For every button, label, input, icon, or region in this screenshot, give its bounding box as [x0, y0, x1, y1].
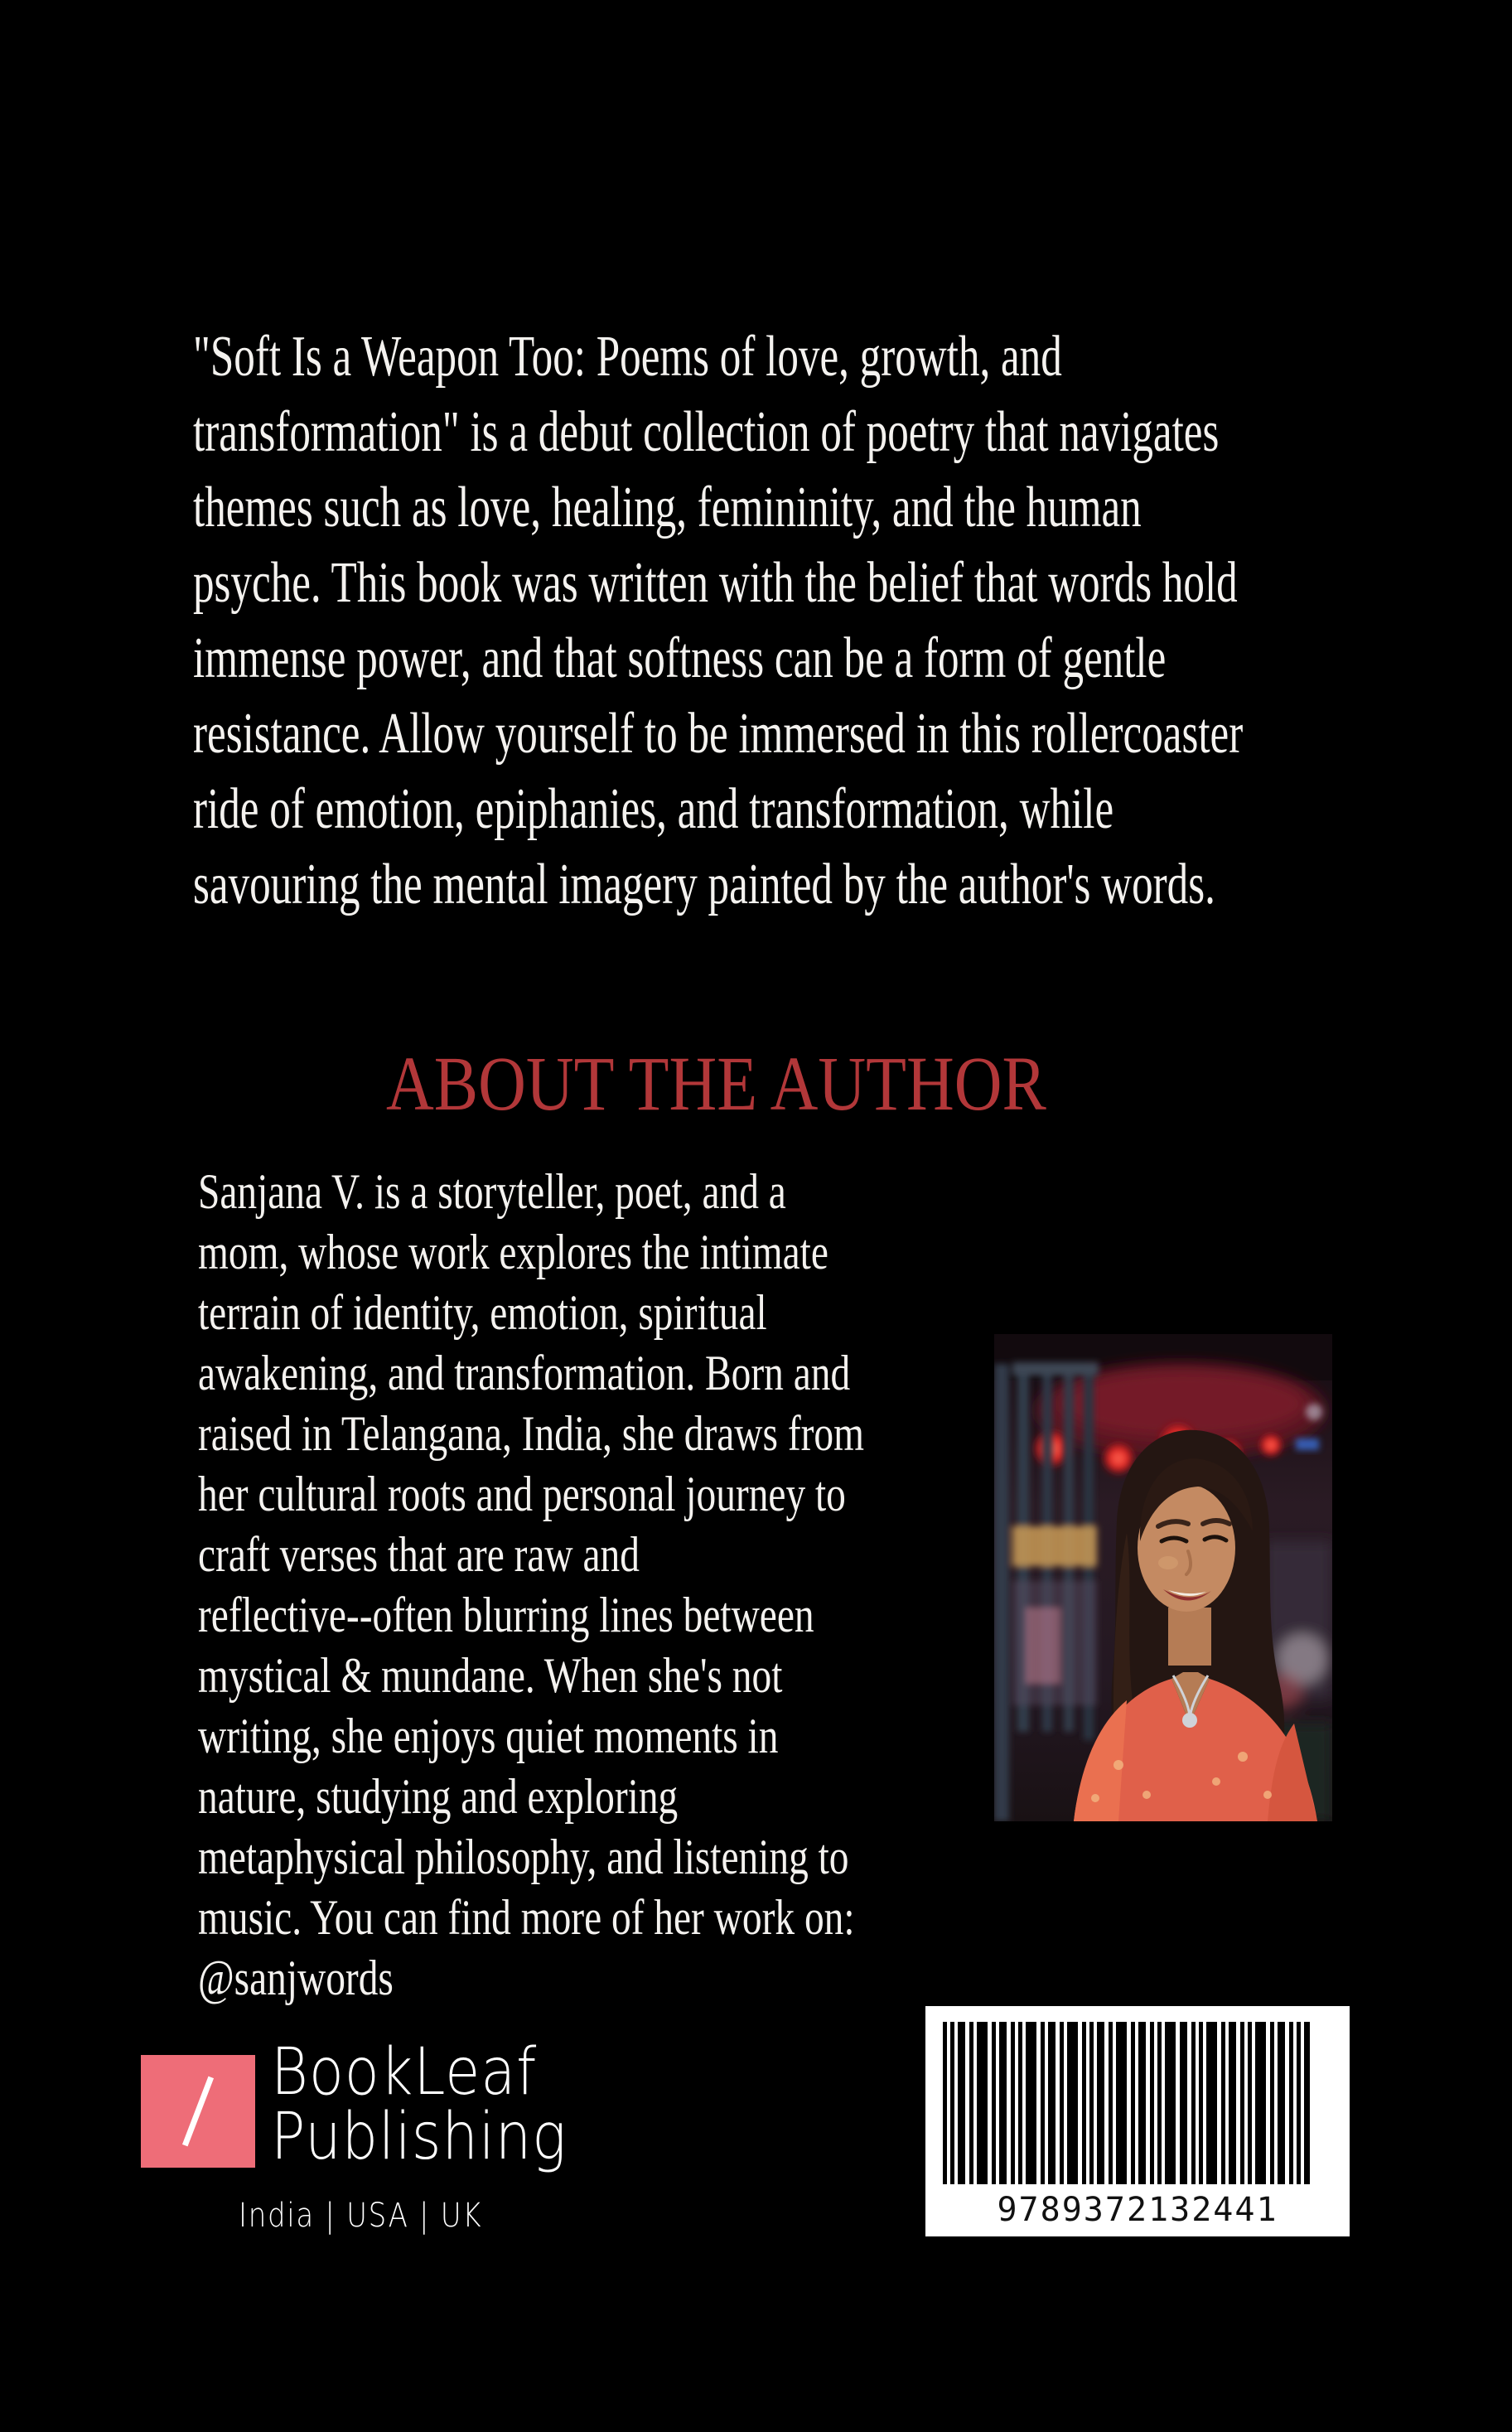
text-line: metaphysical philosophy, and listening to: [198, 1830, 849, 1884]
text-line: awakening, and transformation. Born and: [198, 1346, 851, 1400]
text-line: @sanjwords: [198, 1951, 394, 2005]
text-line: raised in Telangana, India, she draws from: [198, 1406, 864, 1461]
text-line: nature, studying and exploring: [198, 1769, 679, 1824]
about-the-author-heading: ABOUT THE AUTHOR: [386, 1042, 1046, 1127]
text-line: immense power, and that softness can be a form of gentle: [193, 626, 1167, 690]
barcode-bars-icon: [943, 2022, 1310, 2184]
text-line: "Soft Is a Weapon Too: Poems of love, growth, and: [193, 325, 1062, 389]
text-line: reflective--often blurring lines between: [198, 1588, 814, 1642]
text-line: psyche. This book was written with the belief that words hold: [193, 551, 1238, 615]
text-line: transformation" is a debut collection of poetry that navigates: [193, 400, 1220, 464]
publisher-regions: [141, 2198, 580, 2234]
text-line: writing, she enjoys quiet moments in: [198, 1709, 779, 1763]
text-line: mom, whose work explores the intimate: [198, 1225, 828, 1279]
bookleaf-logo: [141, 2055, 255, 2168]
text-line: ride of emotion, epiphanies, and transformation, while: [193, 777, 1114, 841]
publisher-name-line2: Publishing: [271, 2100, 568, 2174]
text-line: terrain of identity, emotion, spiritual: [198, 1285, 767, 1340]
publisher-name-line1: BookLeaf: [271, 2035, 538, 2110]
publisher-name: [271, 2035, 607, 2174]
text-line: mystical & mundane. When she's not: [198, 1648, 783, 1703]
text-line: craft verses that are raw and: [198, 1527, 640, 1582]
isbn-number: 9789372132441: [997, 2191, 1278, 2229]
synopsis: [193, 319, 1512, 922]
text-line: resistance. Allow yourself to be immersed in this rollercoaster: [193, 702, 1244, 766]
text-line: savouring the mental imagery painted by the author's words.: [193, 853, 1215, 916]
text-line: her cultural roots and personal journey to: [198, 1467, 846, 1521]
text-line: Sanjana V. is a storyteller, poet, and a: [198, 1164, 786, 1219]
bookleaf-slash-icon: [182, 2077, 214, 2147]
author-photo: [994, 1334, 1332, 1821]
barcode: [925, 2006, 1350, 2236]
text-line: music. You can find more of her work on:: [198, 1890, 855, 1945]
author-photo-illustration: [994, 1334, 1332, 1821]
publisher-regions-text: India | USA | UK: [238, 2197, 483, 2235]
author-bio: [198, 1162, 1041, 2009]
text-line: themes such as love, healing, femininity, and the human: [193, 476, 1142, 539]
